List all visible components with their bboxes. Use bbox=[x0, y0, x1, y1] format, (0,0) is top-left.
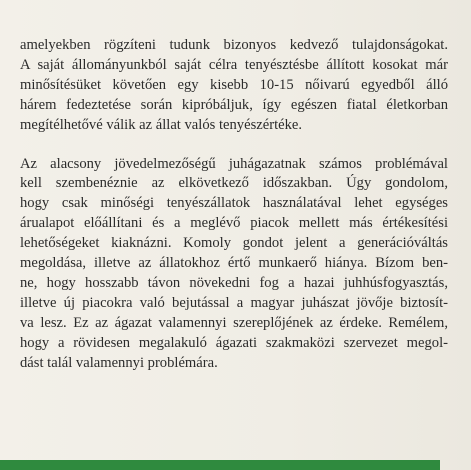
article-text-column bbox=[20, 36, 448, 374]
paragraph-1 bbox=[20, 36, 448, 136]
text-line: hárem fedeztetése során kipróbáljuk, így egészen fiatal életkorban bbox=[20, 96, 448, 113]
text-line: A saját állományunkból saját célra tenyésztésbe állított kosokat már bbox=[20, 56, 448, 73]
text-line: dást talál valamennyi problémára. bbox=[20, 354, 218, 371]
text-line: lehetőségeket kiaknázni. Komoly gondot jelent a generációváltás bbox=[20, 235, 448, 252]
text-line: kell szembenéznie az elkövetkező időszakban. Úgy gondolom, bbox=[20, 175, 448, 192]
paragraph-2 bbox=[20, 155, 448, 374]
text-line: hogy a rövidesen megalakuló ágazati szakmaközi szervezet megol- bbox=[20, 334, 448, 351]
text-line: illetve új piacokra való bejutással a magyar juhászat jövője biztosít- bbox=[20, 294, 448, 311]
text-line: Az alacsony jövedelmezőségű juhágazatnak számos problémával bbox=[20, 155, 448, 172]
text-line: ne, hogy hosszabb távon növekedni fog a hazai juhhúsfogyasztás, bbox=[20, 274, 448, 291]
text-line: amelyekben rögzíteni tudunk bizonyos kedvező tulajdonságokat. bbox=[20, 37, 448, 53]
text-line: minősítésüket követően egy kisebb 10-15 nőivarú egyedből álló bbox=[20, 76, 448, 93]
text-line: megoldása, illetve az állatokhoz értő munkaerő hiánya. Bízom ben- bbox=[20, 255, 448, 272]
text-line: hogy csak minőségi tenyészállatok használatával lehet egységes bbox=[20, 195, 448, 212]
text-line: va lesz. Ez az ágazat valamennyi szereplőjének az érdeke. Remélem, bbox=[20, 314, 448, 331]
text-line: megítélhetővé válik az állat valós tenyészértéke. bbox=[20, 116, 303, 133]
text-line: árualapot előállítani és a meglévő piacok mellett más értékesítési bbox=[20, 215, 448, 232]
green-accent-bar bbox=[0, 460, 440, 470]
